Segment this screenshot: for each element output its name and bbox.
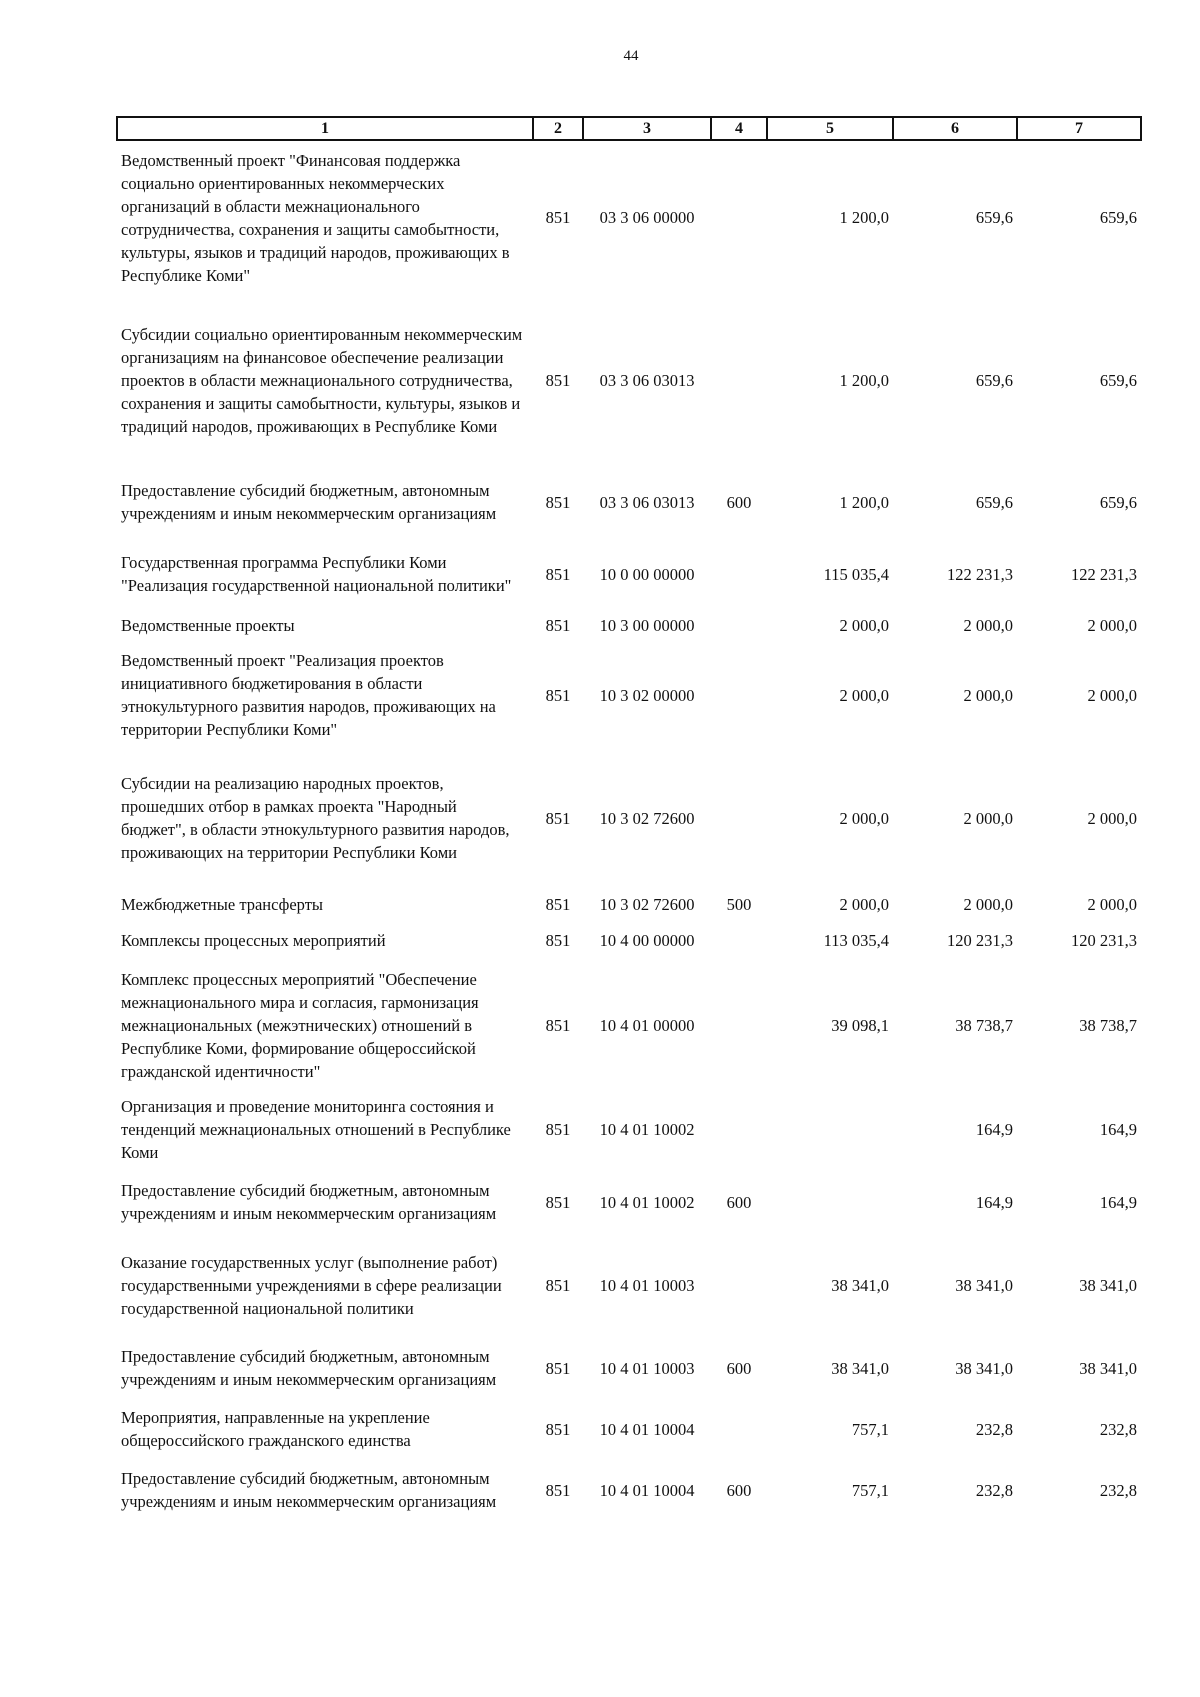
amount-col-7: 2 000,0	[1087, 894, 1137, 914]
amount-col-6: 164,9	[975, 1119, 1013, 1139]
table-row	[117, 294, 1141, 466]
department-code: 851	[545, 492, 571, 512]
target-article-code: 10 4 01 00000	[599, 1015, 695, 1035]
amount-col-6: 659,6	[975, 492, 1013, 512]
amount-col-6: 2 000,0	[963, 808, 1013, 828]
amount-col-6: 232,8	[975, 1480, 1013, 1500]
amount-col-6: 38 341,0	[955, 1358, 1013, 1378]
column-header: 1	[117, 117, 533, 140]
amount-col-6: 38 341,0	[955, 1275, 1013, 1295]
amount-col-7: 232,8	[1099, 1480, 1137, 1500]
table-row	[117, 958, 1141, 1092]
department-code: 851	[545, 808, 571, 828]
target-article-code: 10 3 00 00000	[599, 615, 695, 635]
expense-type-code	[711, 958, 767, 1092]
amount-col-6: 2 000,0	[963, 615, 1013, 635]
amount-col-5: 2 000,0	[839, 808, 889, 828]
row-name: Предоставление субсидий бюджетным, автономным учреждениям и иным некоммерческим организациям	[121, 481, 497, 523]
table-row	[117, 140, 1141, 294]
expense-type-code	[711, 922, 767, 958]
column-header: 4	[711, 117, 767, 140]
amount-col-5: 1 200,0	[839, 208, 889, 227]
expense-type-code	[711, 294, 767, 466]
expense-type-code	[711, 1404, 767, 1454]
department-code: 851	[545, 930, 571, 950]
expense-type-code	[711, 1092, 767, 1166]
table-row	[117, 610, 1141, 640]
department-code: 851	[545, 615, 571, 635]
amount-col-6: 38 738,7	[955, 1015, 1013, 1035]
column-header: 5	[767, 117, 893, 140]
amount-col-6: 122 231,3	[947, 564, 1013, 584]
table-row	[117, 538, 1141, 610]
amount-col-7: 38 341,0	[1079, 1358, 1137, 1378]
target-article-code: 10 3 02 72600	[599, 894, 695, 914]
column-header: 3	[583, 117, 711, 140]
amount-col-6: 120 231,3	[947, 930, 1013, 950]
department-code: 851	[545, 1275, 571, 1295]
table-row	[117, 1404, 1141, 1454]
target-article-code: 10 4 01 10002	[599, 1119, 695, 1139]
amount-col-5: 38 341,0	[831, 1358, 889, 1378]
amount-col-5: 39 098,1	[831, 1015, 889, 1035]
amount-col-7: 164,9	[1099, 1192, 1137, 1212]
row-name: Субсидии социально ориентированным некоммерческим организациям на финансовое обеспечение реализации проектов в области межнационального сотрудничества, сохранения и защиты самобытности, культуры, языков и традиций народов, проживающих в Республике Коми	[121, 324, 523, 436]
target-article-code: 03 3 06 03013	[599, 370, 695, 390]
row-name: Ведомственный проект "Финансовая поддержка социально ориентированных некоммерческих организаций в области межнационального сотрудничества, сохранения и защиты самобытности, культуры, языков и традиций народов, проживающих в Республике Коми"	[121, 150, 510, 285]
target-article-code: 10 4 01 10003	[599, 1275, 695, 1295]
amount-col-7: 38 341,0	[1079, 1275, 1137, 1295]
amount-col-5: 757,1	[851, 1480, 889, 1500]
amount-col-7: 2 000,0	[1087, 685, 1137, 705]
target-article-code: 03 3 06 00000	[599, 208, 695, 227]
department-code: 851	[545, 1419, 571, 1439]
amount-col-7: 122 231,3	[1071, 564, 1137, 584]
department-code: 851	[545, 1480, 571, 1500]
amount-col-5: 1 200,0	[839, 492, 889, 512]
row-name: Организация и проведение мониторинга состояния и тенденций межнациональных отношений в Республике Коми	[121, 1096, 511, 1162]
amount-col-7: 659,6	[1099, 370, 1137, 390]
row-name: Комплекс процессных мероприятий "Обеспечение межнационального мира и согласия, гармонизация межнациональных (межэтнических) отношений в Республике Коми, формирование общероссийской гражданской идентичности"	[121, 969, 479, 1081]
amount-col-5: 2 000,0	[839, 685, 889, 705]
expense-type-code	[711, 1238, 767, 1332]
amount-col-7: 659,6	[1099, 492, 1137, 512]
row-name: Государственная программа Республики Коми "Реализация государственной национальной политики"	[121, 553, 512, 595]
expense-type-code: 600	[726, 492, 752, 512]
amount-col-7: 38 738,7	[1079, 1015, 1137, 1035]
row-name: Ведомственный проект "Реализация проектов инициативного бюджетирования в области этнокультурного развития народов, проживающих на территории Республики Коми"	[121, 651, 496, 739]
department-code: 851	[545, 894, 571, 914]
expense-type-code: 500	[726, 894, 752, 914]
amount-col-6: 659,6	[975, 208, 1013, 227]
department-code: 851	[545, 370, 571, 390]
amount-col-5: 757,1	[851, 1419, 889, 1439]
department-code: 851	[545, 1119, 571, 1139]
table-body	[117, 140, 1141, 1526]
target-article-code: 10 4 00 00000	[599, 930, 695, 950]
header-row	[117, 117, 1141, 140]
row-name: Межбюджетные трансферты	[121, 894, 324, 914]
target-article-code: 10 4 01 10003	[599, 1358, 695, 1378]
table-row	[117, 1166, 1141, 1238]
page-number: 44	[623, 48, 639, 64]
target-article-code: 10 3 02 72600	[599, 808, 695, 828]
amount-col-5: 2 000,0	[839, 894, 889, 914]
table-row	[117, 1332, 1141, 1404]
department-code: 851	[545, 1192, 571, 1212]
amount-col-5: 115 035,4	[823, 564, 889, 584]
row-name: Комплексы процессных мероприятий	[121, 930, 386, 950]
row-name: Субсидии на реализацию народных проектов, прошедших отбор в рамках проекта "Народный бюджет", в области этнокультурного развития народов, проживающих на территории Республики Коми	[121, 774, 510, 862]
target-article-code: 10 4 01 10002	[599, 1192, 695, 1212]
amount-col-7: 120 231,3	[1071, 930, 1137, 950]
department-code: 851	[545, 1358, 571, 1378]
expense-type-code	[711, 750, 767, 886]
column-header: 2	[533, 117, 583, 140]
department-code: 851	[545, 564, 571, 584]
table-row	[117, 640, 1141, 750]
amount-col-5: 1 200,0	[839, 370, 889, 390]
amount-col-6: 2 000,0	[963, 685, 1013, 705]
column-header: 6	[893, 117, 1017, 140]
department-code: 851	[545, 1015, 571, 1035]
amount-col-7: 164,9	[1099, 1119, 1137, 1139]
expense-type-code: 600	[726, 1192, 752, 1212]
expense-type-code	[711, 140, 767, 294]
table-row	[117, 1238, 1141, 1332]
table-row	[117, 922, 1141, 958]
target-article-code: 10 3 02 00000	[599, 685, 695, 705]
budget-table	[116, 116, 1142, 1526]
target-article-code: 10 4 01 10004	[599, 1419, 695, 1439]
amount-col-7: 659,6	[1099, 208, 1137, 227]
row-name: Предоставление субсидий бюджетным, автономным учреждениям и иным некоммерческим организациям	[121, 1181, 497, 1223]
row-name: Ведомственные проекты	[121, 615, 295, 635]
amount-col-6: 164,9	[975, 1192, 1013, 1212]
table-row	[117, 750, 1141, 886]
target-article-code: 10 0 00 00000	[599, 564, 695, 584]
amount-col-5	[767, 1166, 893, 1238]
row-name: Предоставление субсидий бюджетным, автономным учреждениям и иным некоммерческим организациям	[121, 1347, 497, 1389]
amount-col-6: 2 000,0	[963, 894, 1013, 914]
row-name: Предоставление субсидий бюджетным, автономным учреждениям и иным некоммерческим организациям	[121, 1469, 497, 1511]
row-name: Оказание государственных услуг (выполнение работ) государственными учреждениями в сфере реализации государственной национальной политики	[121, 1252, 502, 1318]
amount-col-6: 232,8	[975, 1419, 1013, 1439]
amount-col-5: 113 035,4	[823, 930, 889, 950]
department-code: 851	[545, 685, 571, 705]
expense-type-code	[711, 538, 767, 610]
department-code: 851	[545, 208, 571, 227]
amount-col-7: 232,8	[1099, 1419, 1137, 1439]
target-article-code: 10 4 01 10004	[599, 1480, 695, 1500]
target-article-code: 03 3 06 03013	[599, 492, 695, 512]
expense-type-code: 600	[726, 1358, 752, 1378]
amount-col-5: 38 341,0	[831, 1275, 889, 1295]
amount-col-5: 2 000,0	[839, 615, 889, 635]
expense-type-code	[711, 640, 767, 750]
table-row	[117, 1454, 1141, 1526]
expense-type-code	[711, 610, 767, 640]
expense-type-code: 600	[726, 1480, 752, 1500]
row-name: Мероприятия, направленные на укрепление общероссийского гражданского единства	[121, 1408, 430, 1450]
table-row	[117, 466, 1141, 538]
amount-col-5	[767, 1092, 893, 1166]
column-header: 7	[1017, 117, 1141, 140]
amount-col-6: 659,6	[975, 370, 1013, 390]
table-row	[117, 1092, 1141, 1166]
amount-col-7: 2 000,0	[1087, 808, 1137, 828]
table-row	[117, 886, 1141, 922]
amount-col-7: 2 000,0	[1087, 615, 1137, 635]
